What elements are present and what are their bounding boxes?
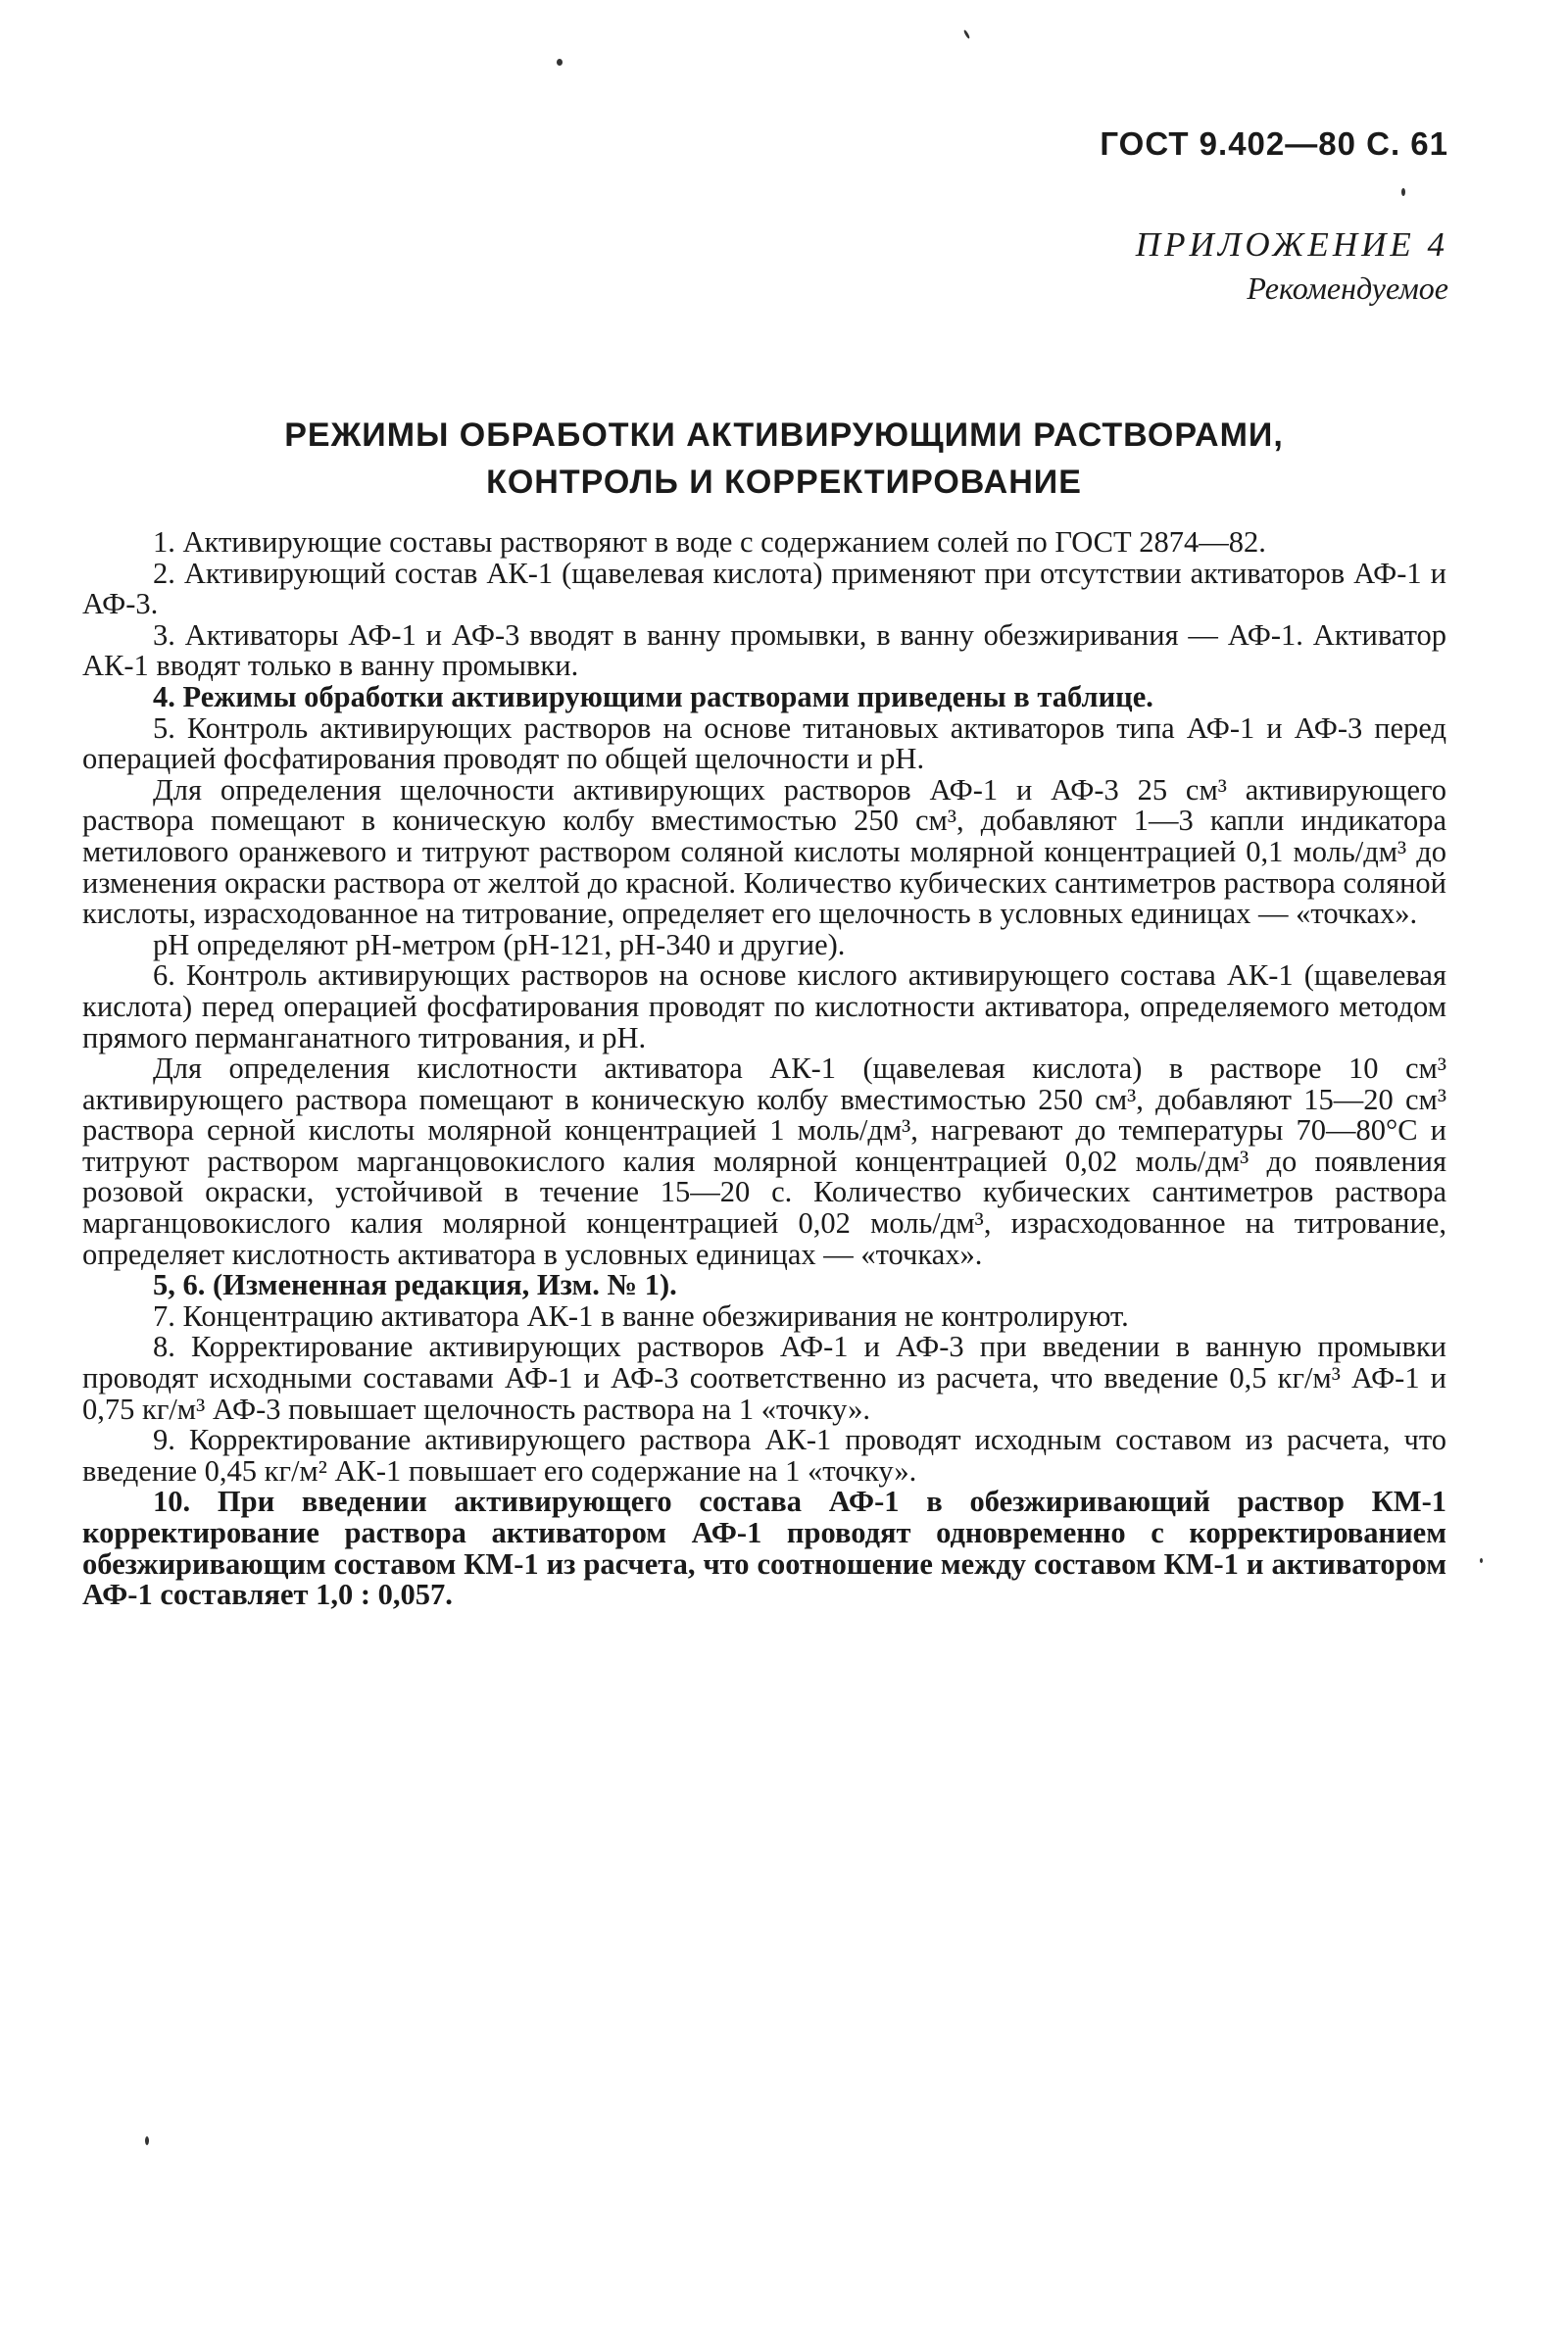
paragraph-10: 10. При введении активирующего состава АФ-1 в обезжиривающий раствор КМ-1 корректирование раствора активатором АФ-1 проводят одновременно с корректированием обезжиривающим составом КМ-1 из расчета, что соотношение между составом КМ-1 и активатором АФ-1 составляет 1,0 : 0,057. — [82, 1485, 1446, 1612]
scan-speck — [1401, 188, 1405, 196]
appendix-status: Рекомендуемое — [1247, 270, 1448, 306]
document-reference: ГОСТ 9.402—80 С. 61 — [1100, 125, 1448, 162]
scan-speck — [145, 2136, 149, 2145]
paragraph-4: 4. Режимы обработки активирующими растворами приведены в таблице. — [153, 679, 1153, 713]
body-text — [82, 527, 1446, 1611]
paragraph-3: 3. Активаторы АФ-1 и АФ-3 вводят в ванну промывки, в ванну обезжиривания — АФ-1. Активатор АК-1 вводят только в ванну промывки. — [82, 617, 1446, 683]
paragraph-alkalinity-method: Для определения щелочности активирующих растворов АФ-1 и АФ-3 25 см³ активирующего раствора помещают в коническую колбу вместимостью 250 см³, добавляют 1—3 капли индикатора метилового оранжевого и титруют раствором соляной кислоты молярной концентрацией 0,1 моль/дм³ до изменения окраски раствора от желтой до красной. Количество кубических сантиметров раствора соляной кислоты, израсходованное на титрование, определяет его щелочность в условных единицах — «точках». — [82, 772, 1446, 931]
paragraph-6: 6. Контроль активирующих растворов на основе кислого активирующего состава АК-1 (щавелевая кислота) перед операцией фосфатирования проводят по кислотности активатора, определяемого методом прямого перманганатного титрования, и рН. — [82, 958, 1446, 1054]
paragraph-8: 8. Корректирование активирующих растворов АФ-1 и АФ-3 при введении в ванную промывки проводят исходными составами АФ-1 и АФ-3 соответственно из расчета, что введение 0,5 кг/м³ АФ-1 и 0,75 кг/м³ АФ-3 повышает щелочность раствора на 1 «точку». — [82, 1330, 1446, 1426]
page-title-line-1: РЕЖИМЫ ОБРАБОТКИ АКТИВИРУЮЩИМИ РАСТВОРАМИ, — [284, 416, 1284, 454]
paragraph-5: 5. Контроль активирующих растворов на основе титановых активаторов типа АФ-1 и АФ-3 перед операцией фосфатирования проводят по общей щелочности и рН. — [82, 710, 1446, 776]
page-title-line-2: КОНТРОЛЬ И КОРРЕКТИРОВАНИЕ — [486, 464, 1082, 501]
scan-speck — [963, 29, 971, 39]
scan-speck — [1480, 1558, 1483, 1563]
scan-speck — [557, 59, 563, 66]
paragraph-2: 2. Активирующий состав АК-1 (щавелевая кислота) применяют при отсутствии активаторов АФ-1 и АФ-3. — [82, 556, 1446, 621]
amendment-note: 5, 6. (Измененная редакция, Изм. № 1). — [153, 1268, 677, 1302]
page-title — [0, 412, 1568, 506]
appendix-label: ПРИЛОЖЕНИЕ 4 — [1135, 225, 1448, 264]
paragraph-ph-method: рН определяют рН-метром (рН-121, рН-340 и другие). — [153, 927, 846, 961]
paragraph-7: 7. Концентрацию активатора АК-1 в ванне обезжиривания не контролируют. — [153, 1298, 1129, 1333]
paragraph-9: 9. Корректирование активирующего раствора АК-1 проводят исходным составом из расчета, что введение 0,45 кг/м² АК-1 повышает его содержание на 1 «точку». — [82, 1423, 1446, 1488]
paragraph-acidity-method: Для определения кислотности активатора АК-1 (щавелевая кислота) в растворе 10 см³ активирующего раствора помещают в коническую колбу вместимостью 250 см³, добавляют 15—20 см³ раствора серной кислоты молярной концентрацией 1 моль/дм³, нагревают до температуры 70—80°С и титруют раствором марганцовокислого калия молярной концентрацией 0,02 моль/дм³ до появления розовой окраски, устойчивой в течение 15—20 с. Количество кубических сантиметров раствора марганцовокислого калия молярной концентрацией 0,02 моль/дм³, израсходованное на титрование, определяет кислотность активатора в условных единицах — «точках». — [82, 1052, 1446, 1271]
paragraph-1: 1. Активирующие составы растворяют в воде с содержанием солей по ГОСТ 2874—82. — [153, 525, 1266, 559]
